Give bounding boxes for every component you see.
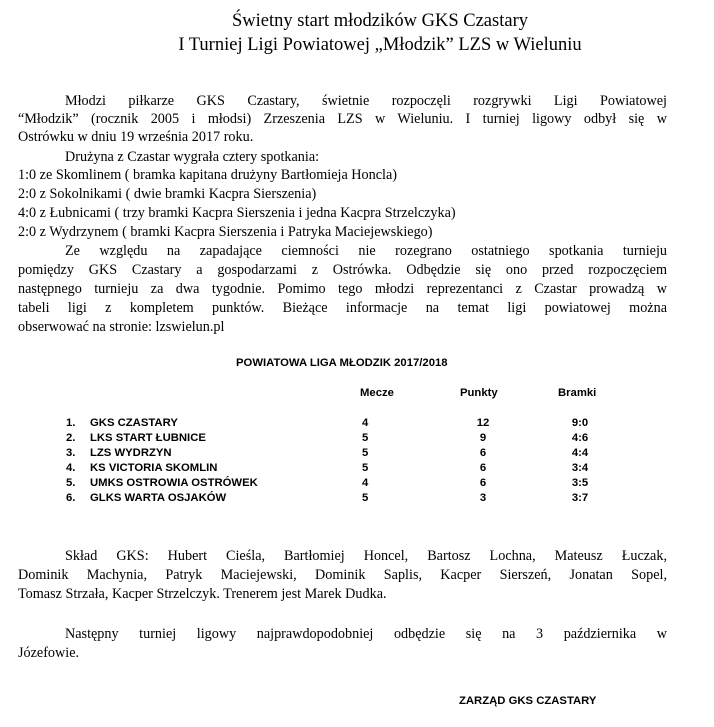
win-item: 2:0 z Sokolnikami ( dwie bramki Kacpra Sierszenia) (18, 186, 317, 202)
table-row (0, 477, 714, 492)
goals: 9:0 (571, 417, 589, 429)
win-item: 1:0 ze Skomlinem ( bramka kapitana drużyny Bartłomieja Honcla) (18, 167, 398, 183)
table-row (0, 462, 714, 477)
signature: ZARZĄD GKS CZASTARY (459, 695, 597, 707)
table-row (0, 417, 714, 432)
paragraph2-line3: następnego turnieju za dwa tygodnie. Pomimo tego młodzi reprezentanci z Czastar prowadzą w (18, 281, 667, 297)
row-number: 2. (66, 432, 76, 444)
table-row (0, 432, 714, 447)
row-number: 3. (66, 447, 76, 459)
points: 3 (479, 492, 487, 504)
team-name: GKS CZASTARY (90, 417, 178, 429)
points: 9 (479, 432, 487, 444)
goals: 3:7 (571, 492, 589, 504)
article-title-line2: I Turniej Ligi Powiatowej „Młodzik” LZS w Wieluniu (178, 35, 582, 55)
paragraph2-line5: obserwować na stronie: lzswielun.pl (18, 319, 225, 335)
paragraph1-line1: Młodzi piłkarze GKS Czastary, świetnie rozpoczęli rozgrywki Ligi Powiatowej (65, 93, 667, 109)
matches: 5 (362, 447, 369, 459)
win-item: 2:0 z Wydrzynem ( bramki Kacpra Sierszenia i Patryka Maciejewskiego) (18, 224, 433, 240)
points: 12 (476, 417, 490, 429)
matches: 5 (362, 462, 369, 474)
header-bramki: Bramki (558, 387, 597, 399)
goals: 4:6 (571, 432, 589, 444)
goals: 4:4 (571, 447, 589, 459)
table-row (0, 492, 714, 507)
header-mecze: Mecze (360, 387, 394, 399)
paragraph2-line1: Ze względu na zapadające ciemności nie rozegrano ostatniego spotkania turnieju (65, 243, 667, 259)
win-item: 4:0 z Łubnicami ( trzy bramki Kacpra Sierszenia i jedna Kacpra Strzelczyka) (18, 205, 456, 221)
matches: 5 (362, 432, 369, 444)
points: 6 (479, 477, 487, 489)
row-number: 4. (66, 462, 76, 474)
team-name: GLKS WARTA OSJAKÓW (90, 492, 227, 504)
article-title-line1: Świetny start młodzików GKS Czastary (232, 11, 528, 31)
points: 6 (479, 447, 487, 459)
team-name: UMKS OSTROWIA OSTRÓWEK (90, 477, 258, 489)
goals: 3:5 (571, 477, 589, 489)
row-number: 1. (66, 417, 76, 429)
paragraph1-line2: “Młodzik” (rocznik 2005 i młodsi) Zrzeszenia LZS w Wieluniu. I turniej ligowy odbył się w (18, 111, 667, 127)
paragraph2-line4: tabeli ligi z kompletem punktów. Bieżące informacje na temat ligi powiatowej można (18, 300, 667, 316)
squad-line2: Dominik Machynia, Patryk Maciejewski, Dominik Saplis, Kacper Sierszeń, Jonatan Sopel, (18, 567, 667, 583)
squad-line1: Skład GKS: Hubert Cieśla, Bartłomiej Honcel, Bartosz Lochna, Mateusz Łuczak, (65, 548, 667, 564)
table-row (0, 447, 714, 462)
team-name: LKS START ŁUBNICE (90, 432, 206, 444)
team-name: LZS WYDRZYN (90, 447, 172, 459)
matches: 5 (362, 492, 369, 504)
matches: 4 (362, 417, 369, 429)
matches: 4 (362, 477, 369, 489)
table-title: POWIATOWA LIGA MŁODZIK 2017/2018 (236, 357, 448, 369)
team-name: KS VICTORIA SKOMLIN (90, 462, 218, 474)
squad-line3: Tomasz Strzała, Kacper Strzelczyk. Trenerem jest Marek Dudka. (18, 586, 387, 602)
points: 6 (479, 462, 487, 474)
next-line1: Następny turniej ligowy najprawdopodobniej odbędzie się na 3 października w (65, 626, 667, 642)
paragraph2-line2: pomiędzy GKS Czastary a gospodarzami z Ostrówka. Odbędzie się ono przed rozpoczęciem (18, 262, 667, 278)
wins-intro: Drużyna z Czastar wygrała cztery spotkania: (65, 149, 320, 165)
row-number: 5. (66, 477, 76, 489)
header-punkty: Punkty (460, 387, 498, 399)
row-number: 6. (66, 492, 76, 504)
goals: 3:4 (571, 462, 589, 474)
next-line2: Józefowie. (18, 645, 80, 661)
paragraph1-line3: Ostrówku w dniu 19 września 2017 roku. (18, 129, 254, 145)
